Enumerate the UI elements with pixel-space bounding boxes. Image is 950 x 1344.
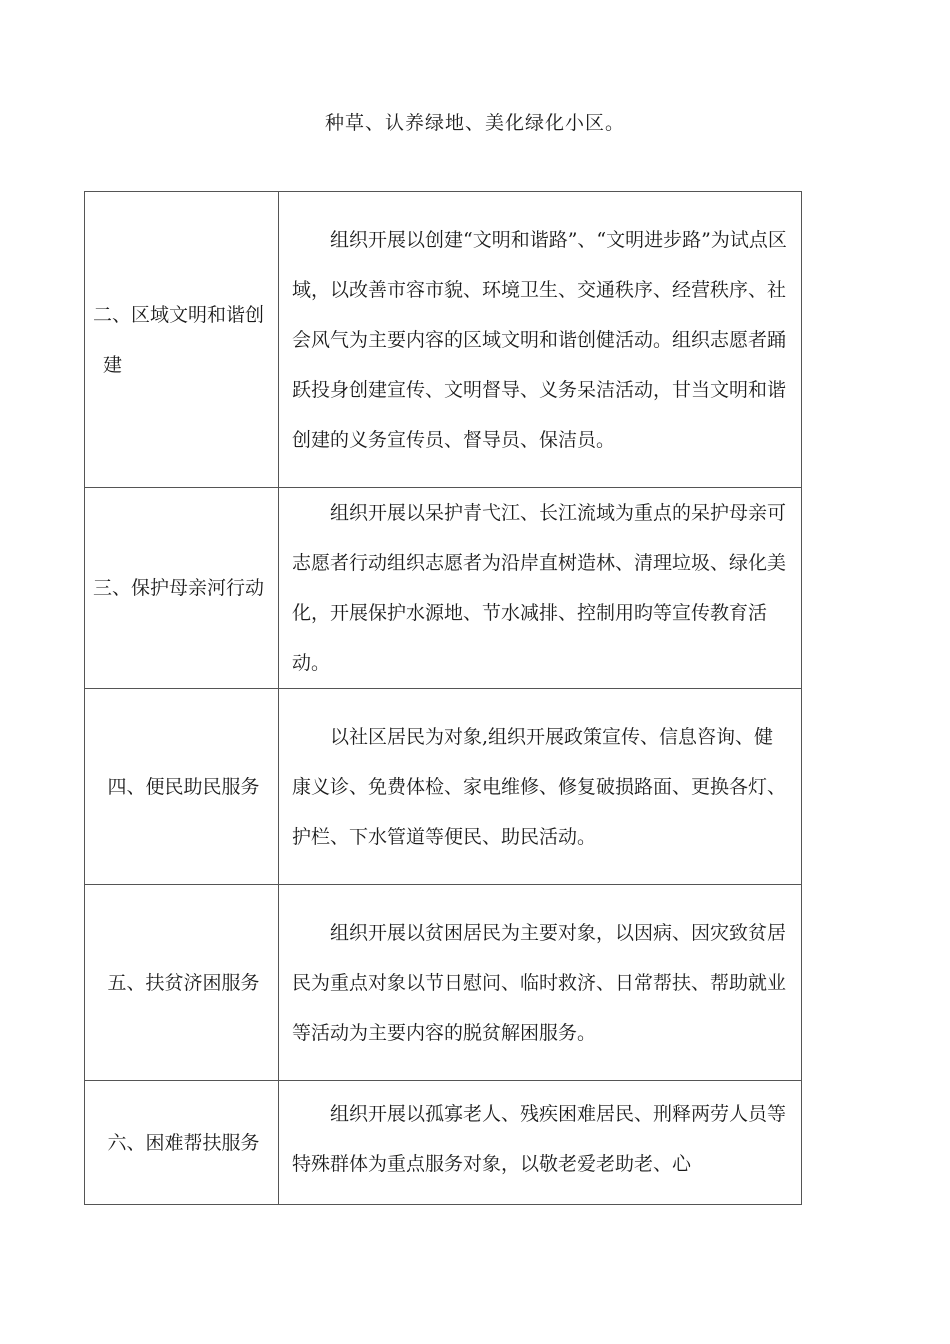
table-row (85, 488, 802, 689)
top-text-line: 种草、认养绿地、美化绿化小区。 (324, 112, 625, 134)
service-description-cell (279, 1081, 802, 1205)
service-description: 组织开展以呆护青弋江、长江流域为重点的呆护母亲可志愿者行动组织志愿者为沿岸直树造林、清理垃圾、绿化美化，开展保护水源地、节水减排、控制用昀等宣传教育活动。 (292, 502, 787, 674)
table-row (85, 192, 802, 488)
service-description: 组织开展以创建“文明和谐路”、“文明进步路”为试点区域，以改善市容市貌、环境卫生、交通秩序、经营秩序、社会风气为主要内容的区域文明和谐创健活动。组织志愿者踊跃投身创建宣传、文明督导、义务呆洁活动，甘当文明和谐创建的义务宣传员、督导员、保洁员。 (292, 228, 787, 451)
service-description: 以社区居民为对象,组织开展政策宣传、信息咨询、健康义诊、免费体检、家电维修、修复破损路面、更换各灯、护栏、下水管道等便民、助民活动。 (292, 725, 787, 848)
service-description: 组织开展以贫困居民为主要对象，以因病、因灾致贫居民为重点对象以节日慰问、临时救济、日常帮扶、帮助就业等活动为主要内容的脱贫解困服务。 (292, 921, 787, 1044)
service-name-cell (85, 1081, 279, 1205)
service-name: 二、区域文明和谐创 (93, 303, 265, 326)
service-name: 五、扶贫济困服务 (107, 971, 260, 994)
service-name-cell (85, 488, 279, 689)
service-name-cell (85, 689, 279, 885)
service-name: 三、保护母亲河行动 (93, 577, 265, 599)
service-name-cell (85, 192, 279, 488)
service-description: 组织开展以孤寡老人、残疾困难居民、刑释两劳人员等特殊群体为重点服务对象，以敬老爱老助老、心 (292, 1103, 787, 1175)
service-name: 四、便民助民服务 (107, 775, 260, 798)
service-name: 六、困难帮扶服务 (107, 1131, 260, 1154)
table-row (85, 885, 802, 1081)
service-name-continued: 建 (103, 353, 123, 376)
service-description-cell (279, 192, 802, 488)
table-row (85, 1081, 802, 1205)
service-table (84, 191, 802, 1205)
table-row (85, 689, 802, 885)
service-description-cell (279, 689, 802, 885)
service-description-cell (279, 885, 802, 1081)
service-description-cell (279, 488, 802, 689)
service-name-cell (85, 885, 279, 1081)
